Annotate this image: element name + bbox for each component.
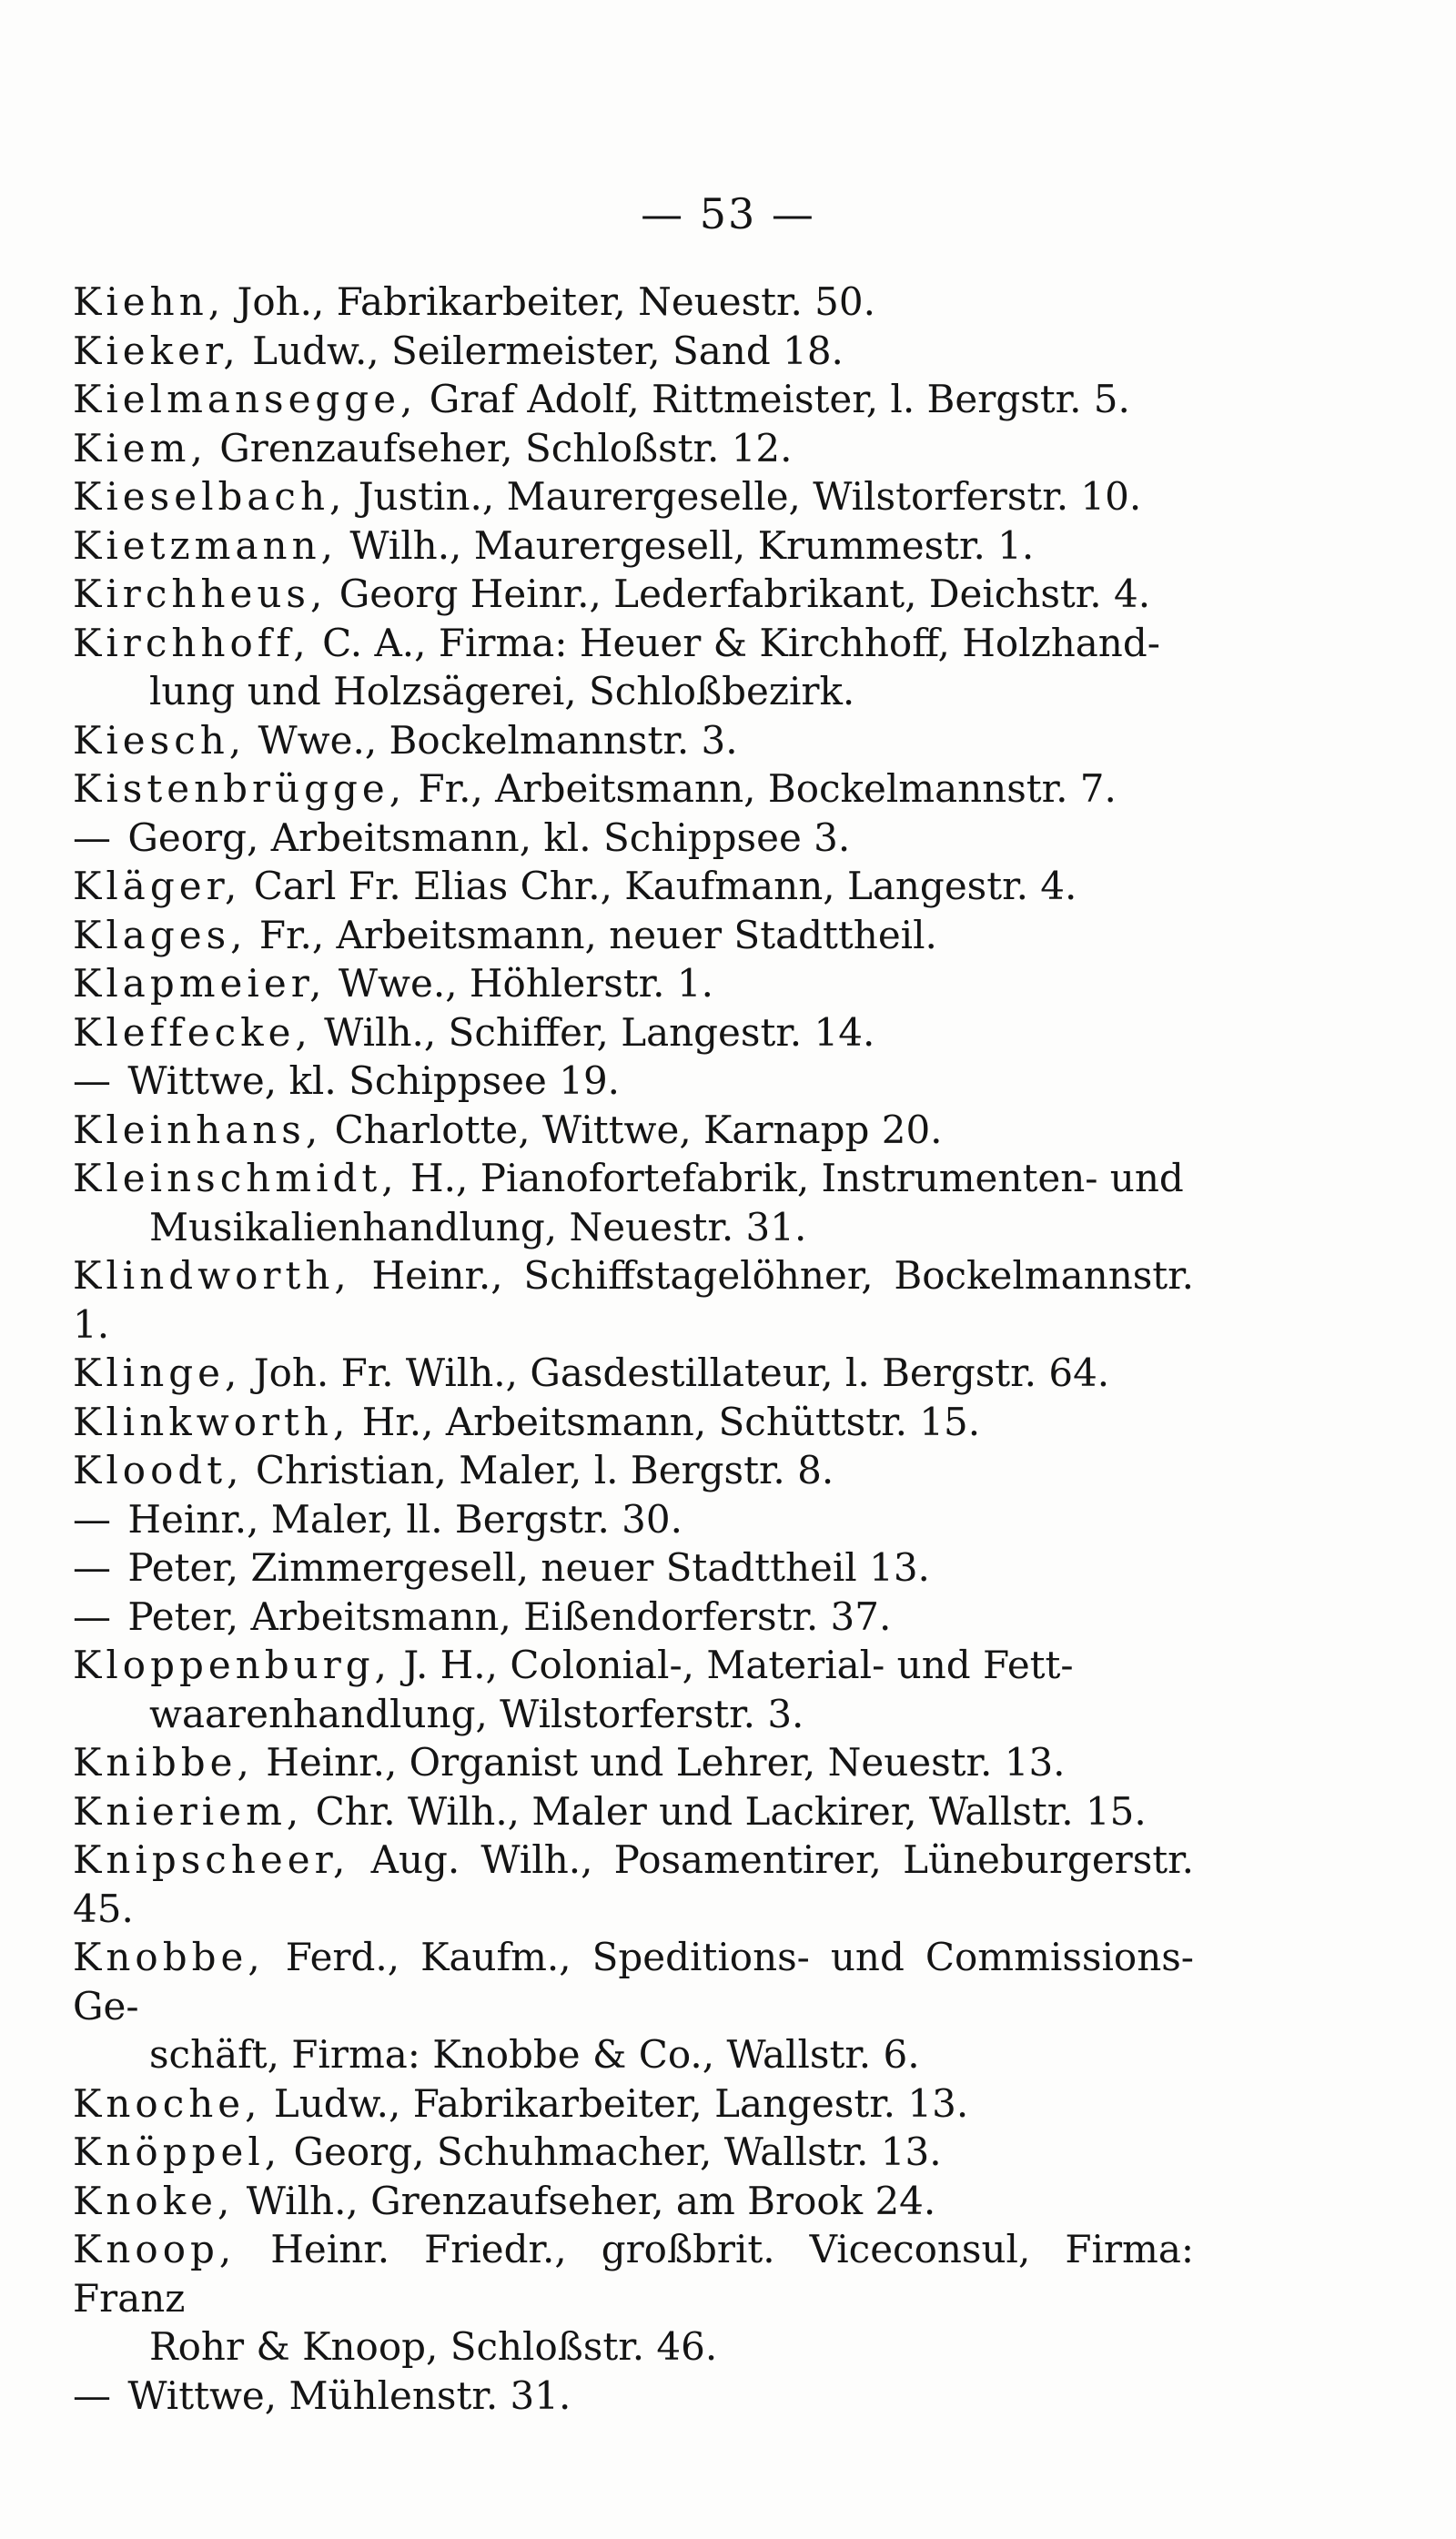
- directory-entry: [73, 472, 1194, 521]
- directory-entry: [73, 2225, 1194, 2372]
- entry-surname: —: [73, 2372, 116, 2418]
- entry-details: Aug. Wilh., Posamentirer, Lüneburgerstr. 45.: [73, 1837, 1194, 1931]
- directory-entry: [73, 911, 1194, 960]
- entry-details: Wwe., Bockelmannstr. 3.: [258, 717, 738, 763]
- directory-entry: [73, 1446, 1194, 1495]
- directory-entry: [73, 1593, 1194, 1642]
- entry-surname: —: [73, 1545, 116, 1590]
- directory-entry: [73, 2079, 1194, 2129]
- entry-details: C. A., Firma: Heuer & Kirchhoff, Holzhand-: [322, 620, 1160, 665]
- directory-entry: [73, 1641, 1194, 1738]
- entry-surname: —: [73, 1496, 116, 1542]
- entry-details: Wwe., Höhlerstr. 1.: [338, 961, 713, 1006]
- entry-details: Peter, Zimmergesell, neuer Stadttheil 13.: [127, 1545, 930, 1590]
- entry-details: Wittwe, kl. Schippsee 19.: [127, 1058, 621, 1103]
- directory-entry: [73, 1349, 1194, 1398]
- directory-entry: [73, 959, 1194, 1008]
- entry-surname: —: [73, 814, 116, 860]
- entry-continuation: lung und Holzsägerei, Schloßbezirk.: [149, 669, 855, 713]
- directory-entry: [73, 1057, 1194, 1106]
- entry-details: Georg Heinr., Lederfabrikant, Deichstr. 4.: [339, 572, 1151, 616]
- entry-surname: Knoche,: [73, 2080, 262, 2126]
- entry-surname: Kleffecke,: [73, 1009, 312, 1055]
- entry-details: Ferd., Kaufm., Speditions- und Commissions-Ge-: [73, 1935, 1194, 2028]
- entry-surname: Klinkworth,: [73, 1399, 350, 1444]
- entry-surname: Knobbe,: [73, 1935, 265, 1979]
- entry-details: Wilh., Maurergesell, Krummestr. 1.: [349, 522, 1035, 568]
- entry-details: Georg, Schuhmacher, Wallstr. 13.: [293, 2129, 942, 2174]
- entry-surname: Kielmansegge,: [73, 377, 418, 421]
- entry-details: Georg, Arbeitsmann, kl. Schippsee 3.: [127, 814, 851, 860]
- entry-surname: Knipscheer,: [73, 1837, 350, 1882]
- entry-surname: Knöppel,: [73, 2129, 282, 2174]
- directory-entry: [73, 862, 1194, 911]
- directory-entry: [73, 424, 1194, 473]
- entry-details: Wilh., Grenzaufseher, am Brook 24.: [246, 2178, 936, 2223]
- entry-surname: Kloodt,: [73, 1448, 244, 1492]
- entry-details: Wittwe, Mühlenstr. 31.: [127, 2372, 571, 2418]
- directory-entry: [73, 278, 1194, 327]
- directory-entry: [73, 1543, 1194, 1593]
- entry-details: J. H., Colonial-, Material- und Fett-: [403, 1643, 1074, 1687]
- entry-surname: Kietzmann,: [73, 522, 338, 568]
- directory-entry: [73, 1154, 1194, 1251]
- entry-details: Ludw., Fabrikarbeiter, Langestr. 13.: [273, 2080, 969, 2126]
- entry-surname: Klinge,: [73, 1350, 242, 1395]
- entry-details: Justin., Maurergeselle, Wilstorferstr. 10.: [358, 474, 1142, 519]
- directory-entry: [73, 1251, 1194, 1349]
- entry-details: Peter, Arbeitsmann, Eißendorferstr. 37.: [127, 1593, 892, 1639]
- entry-details: Ludw., Seilermeister, Sand 18.: [252, 328, 844, 373]
- directory-entry: [73, 2372, 1194, 2421]
- entry-details: Joh. Fr. Wilh., Gasdestillateur, l. Bergstr. 64.: [253, 1350, 1110, 1395]
- entry-details: Graf Adolf, Rittmeister, l. Bergstr. 5.: [429, 377, 1130, 421]
- entry-continuation: Musikalienhandlung, Neuestr. 31.: [149, 1204, 807, 1249]
- entry-surname: Kirchheus,: [73, 572, 328, 616]
- directory-entry: [73, 375, 1194, 424]
- entry-details: Fr., Arbeitsmann, Bockelmannstr. 7.: [418, 766, 1117, 811]
- directory-entry: [73, 619, 1194, 716]
- entry-surname: Kieselbach,: [73, 474, 347, 519]
- entry-details: Heinr., Organist und Lehrer, Neuestr. 13.: [266, 1740, 1066, 1785]
- entry-details: Fr., Arbeitsmann, neuer Stadttheil.: [258, 912, 937, 957]
- directory-entry: [73, 716, 1194, 765]
- entry-surname: Knieriem,: [73, 1788, 304, 1834]
- entry-surname: —: [73, 1058, 116, 1103]
- entry-details: Carl Fr. Elias Chr., Kaufmann, Langestr. 4.: [253, 864, 1077, 908]
- entry-surname: Klindworth,: [73, 1253, 351, 1298]
- entry-surname: Kleinhans,: [73, 1107, 323, 1152]
- entry-surname: Kiesch,: [73, 717, 247, 763]
- directory-entry: [73, 521, 1194, 571]
- entry-surname: Kirchhoff,: [73, 620, 310, 665]
- directory-entry: [73, 1836, 1194, 1933]
- entry-surname: Kleinschmidt,: [73, 1156, 399, 1200]
- directory-entry: [73, 1106, 1194, 1155]
- entry-surname: —: [73, 1593, 116, 1639]
- entry-continuation: Rohr & Knoop, Schloßstr. 46.: [149, 2324, 718, 2369]
- entry-surname: Kistenbrügge,: [73, 766, 407, 811]
- entry-surname: Kläger,: [73, 864, 242, 908]
- directory-entry: [73, 1495, 1194, 1544]
- entry-surname: Kloppenburg,: [73, 1643, 392, 1687]
- entry-continuation: schäft, Firma: Knobbe & Co., Wallstr. 6.: [149, 2032, 920, 2077]
- directory-entries: [73, 278, 1194, 2420]
- directory-entry: [73, 1787, 1194, 1836]
- entry-details: Grenzaufseher, Schloßstr. 12.: [219, 425, 793, 470]
- entry-details: Heinr. Friedr., großbrit. Viceconsul, Firma: Franz: [73, 2227, 1195, 2321]
- directory-entry: [73, 1008, 1194, 1057]
- directory-entry: [73, 764, 1194, 814]
- entry-details: Chr. Wilh., Maler und Lackirer, Wallstr. 15.: [315, 1788, 1147, 1834]
- entry-details: H., Pianofortefabrik, Instrumenten- und: [410, 1156, 1184, 1200]
- directory-entry: [73, 1738, 1194, 1787]
- entry-surname: Knoop,: [73, 2227, 237, 2271]
- directory-entry: [73, 1398, 1194, 1447]
- entry-details: Joh., Fabrikarbeiter, Neuestr. 50.: [237, 279, 875, 324]
- entry-surname: Kieker,: [73, 328, 240, 373]
- directory-entry: [73, 814, 1194, 863]
- directory-entry: [73, 2128, 1194, 2177]
- entry-surname: Klapmeier,: [73, 961, 327, 1006]
- entry-details: Christian, Maler, l. Bergstr. 8.: [255, 1448, 834, 1492]
- entry-details: Hr., Arbeitsmann, Schüttstr. 15.: [361, 1399, 981, 1444]
- entry-details: Heinr., Maler, ll. Bergstr. 30.: [127, 1496, 682, 1542]
- entry-surname: Kiem,: [73, 425, 207, 470]
- entry-continuation: waarenhandlung, Wilstorferstr. 3.: [149, 1691, 804, 1736]
- directory-entry: [73, 570, 1194, 619]
- directory-entry: [73, 1933, 1194, 2079]
- directory-entry: [73, 327, 1194, 376]
- entry-surname: Kiehn,: [73, 279, 226, 324]
- entry-surname: Knoke,: [73, 2178, 235, 2223]
- directory-entry: [73, 2177, 1194, 2226]
- entry-details: Heinr., Schiffstagelöhner, Bockelmannstr. 1.: [73, 1253, 1194, 1347]
- page-number: — 53 —: [641, 189, 815, 238]
- entry-details: Charlotte, Wittwe, Karnapp 20.: [334, 1107, 943, 1152]
- entry-surname: Knibbe,: [73, 1740, 254, 1785]
- entry-surname: Klages,: [73, 912, 248, 957]
- entry-details: Wilh., Schiffer, Langestr. 14.: [324, 1009, 875, 1055]
